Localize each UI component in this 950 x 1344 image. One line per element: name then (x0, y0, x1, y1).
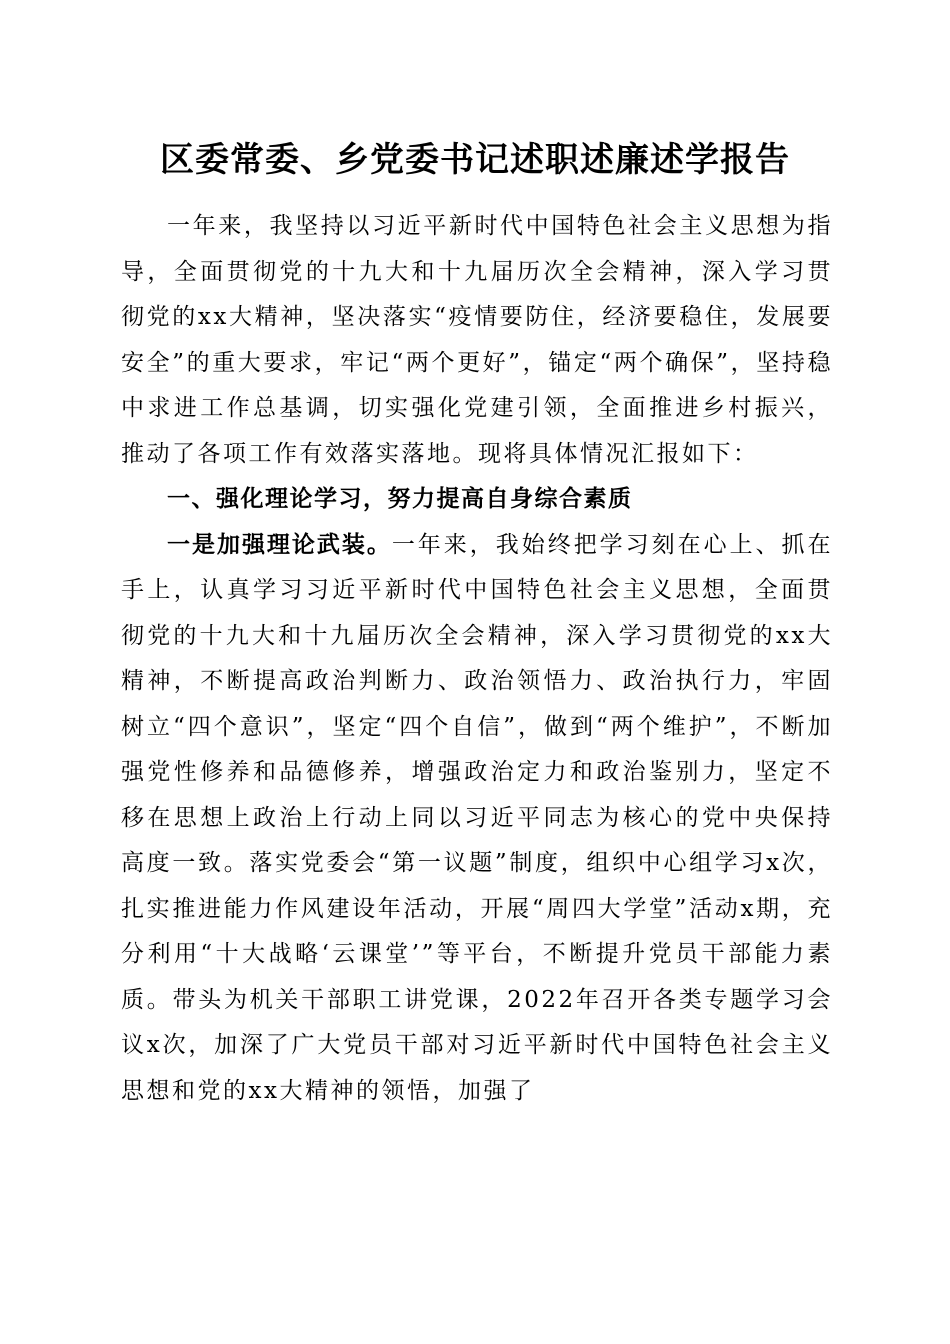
intro-paragraph: 一年来，我坚持以习近平新时代中国特色社会主义思想为指导，全面贯彻党的十九大和十九届历次全会精神，深入学习贯彻党的xx大精神，坚决落实“疫情要防住，经济要稳住，发展要安全”的重大要求，牢记“两个更好”，锚定“两个确保”，坚持稳中求进工作总基调，切实强化党建引领，全面推进乡村振兴，推动了各项工作有效落实落地。现将具体情况汇报如下： (121, 213, 833, 467)
paragraph-lead: 一是加强理论武装。 (167, 531, 392, 558)
document-body (121, 204, 833, 1114)
section-heading: 一、强化理论学习，努力提高自身综合素质 (167, 486, 633, 512)
section-paragraph (121, 523, 833, 1115)
paragraph-text: 一年来，我始终把学习刻在心上、抓在手上，认真学习习近平新时代中国特色社会主义思想，全面贯彻党的十九大和十九届历次全会精神，深入学习贯彻党的xx大精神，不断提高政治判断力、政治领悟力、政治执行力，牢固树立“四个意识”，坚定“四个自信”，做到“两个维护”，不断加强党性修养和品德修养，增强政治定力和政治鉴别力，坚定不移在思想上政治上行动上同以习近平同志为核心的党中央保持高度一致。落实党委会“第一议题”制度，组织中心组学习x次，扎实推进能力作风建设年活动，开展“周四大学堂”活动x期，充分利用“十大战略‘云课堂’”等平台，不断提升党员干部能力素质。带头为机关干部职工讲党课，2022年召开各类专题学习会议x次，加深了广大党员干部对习近平新时代中国特色社会主义思想和党的xx大精神的领悟，加强了 (121, 531, 834, 1104)
document-title: 区委常委、乡党委书记述职述廉述学报告 (160, 140, 790, 180)
